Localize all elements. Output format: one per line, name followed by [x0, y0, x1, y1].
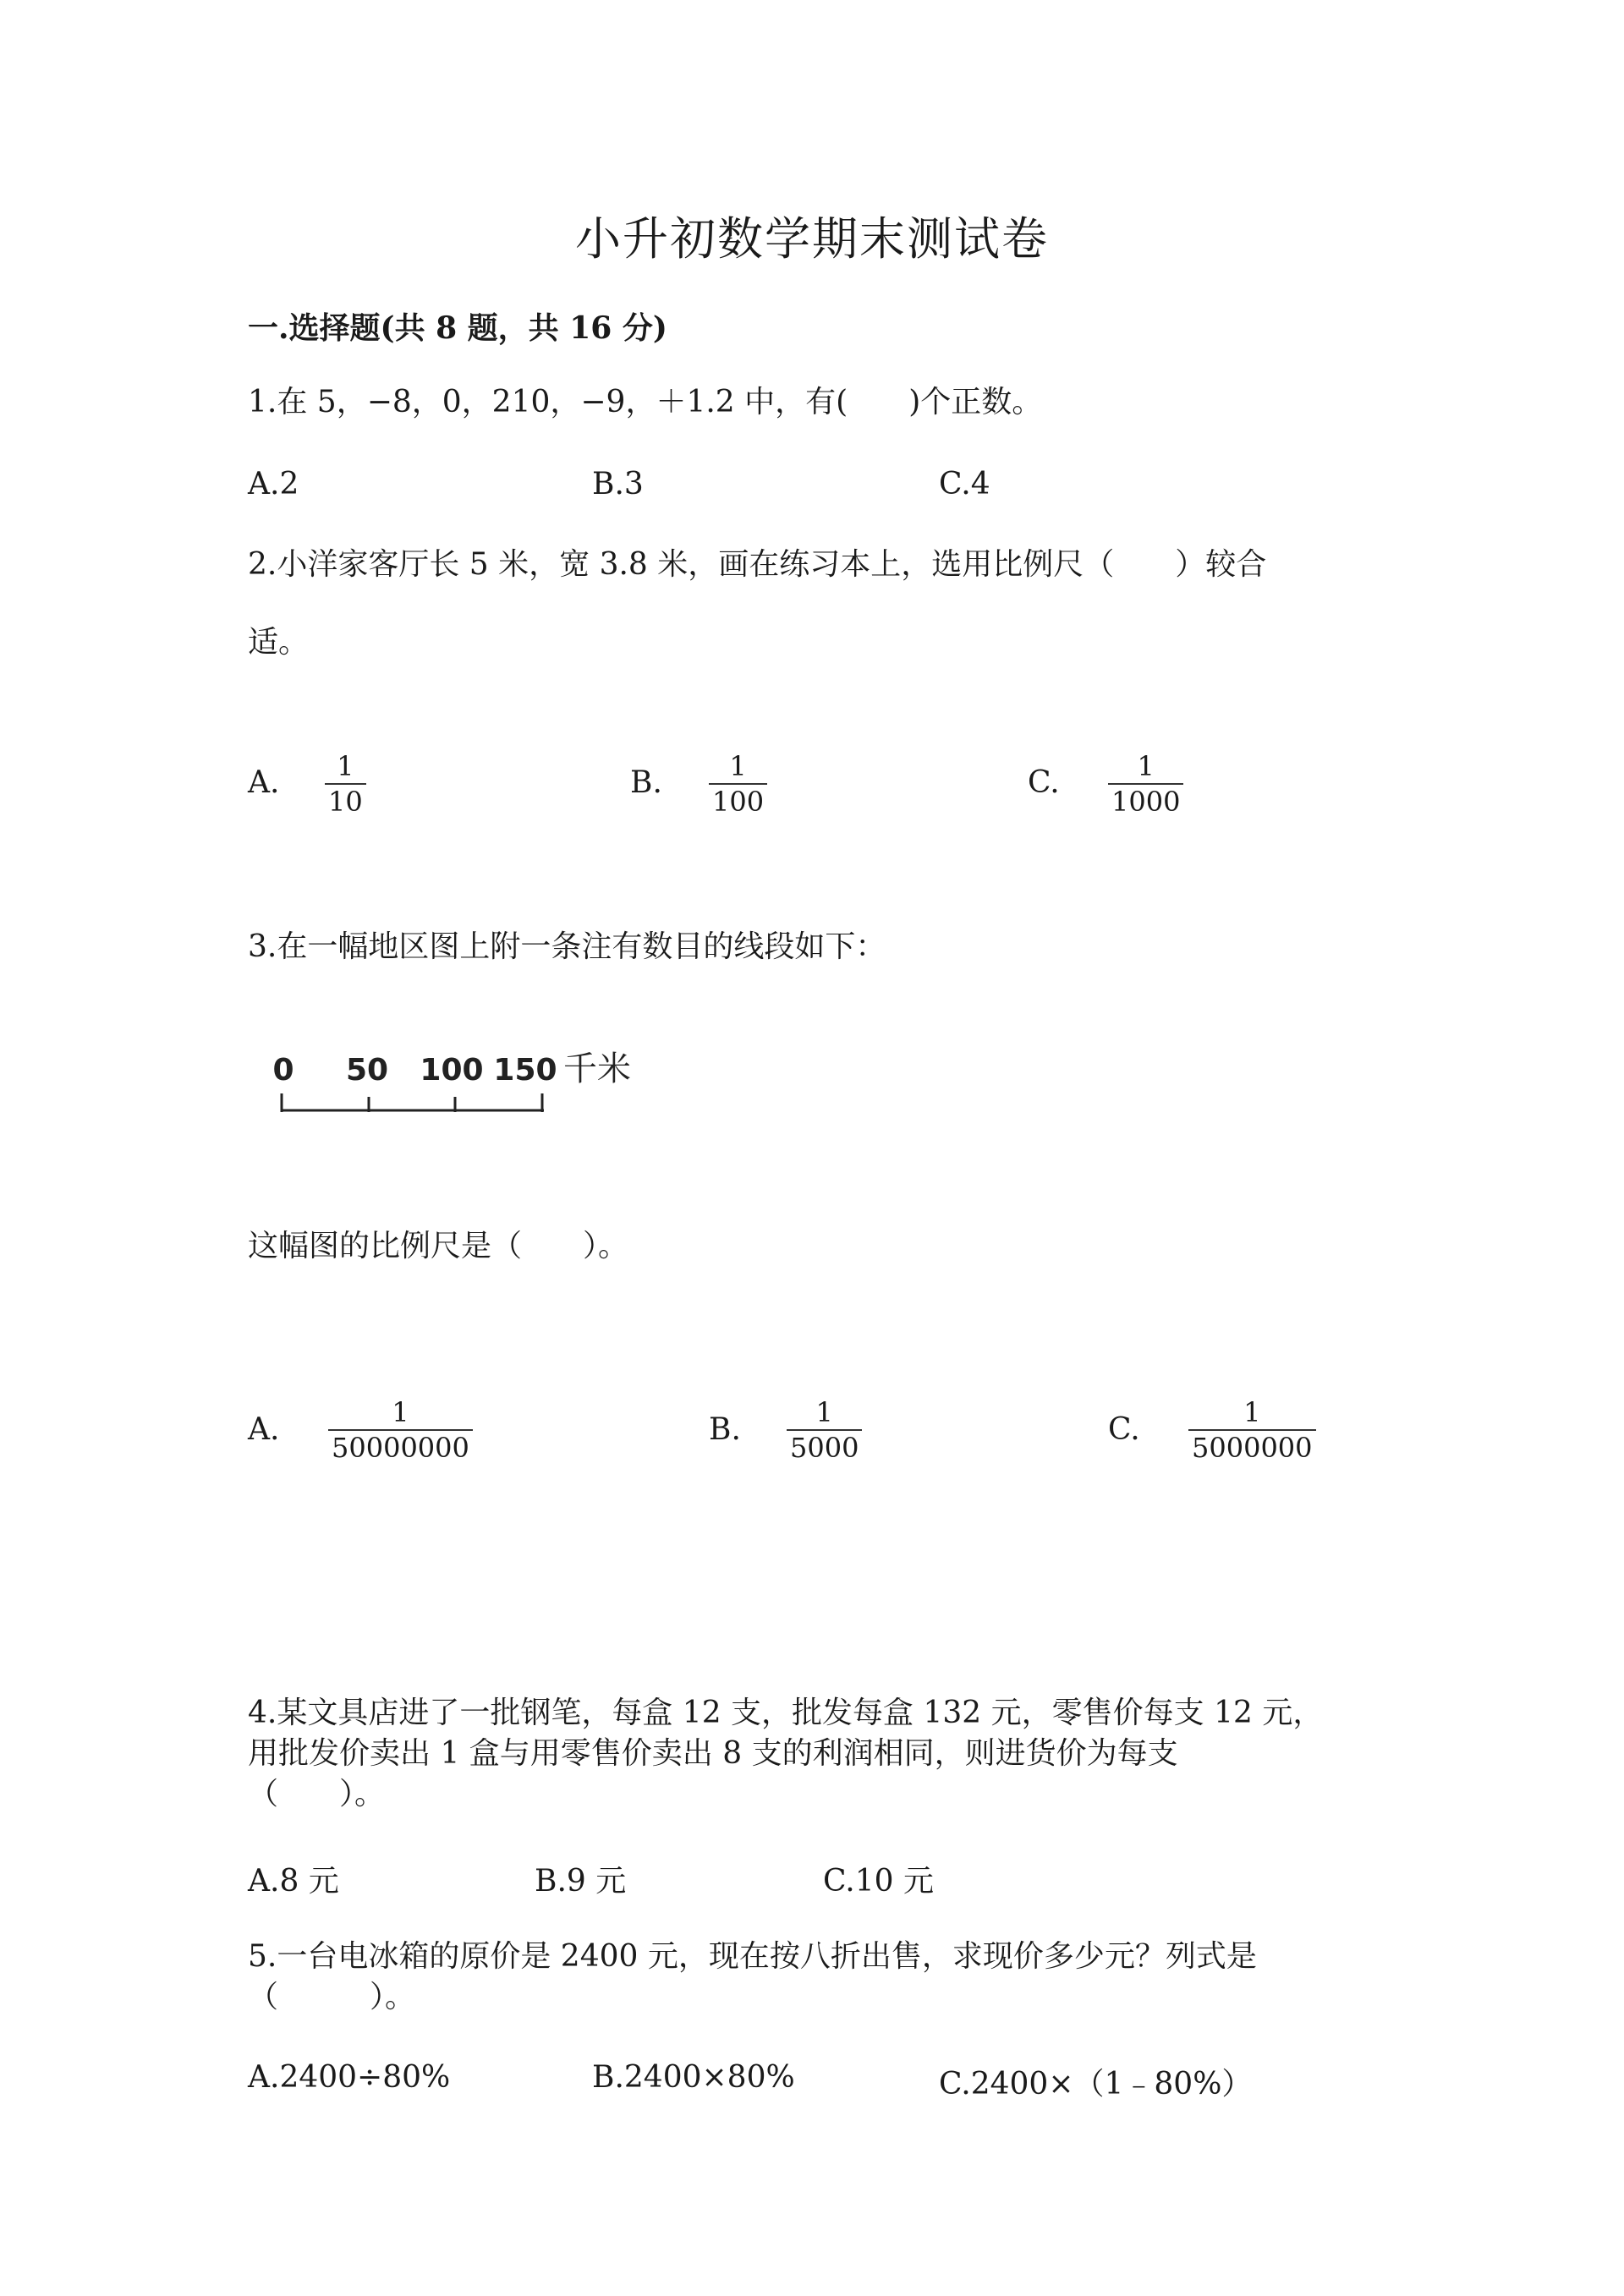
- question-3-option-a-label: A.: [248, 1412, 280, 1447]
- question-3-option-c-label: C.: [1108, 1412, 1140, 1447]
- page-title: 小升初数学期末测试卷: [575, 212, 1049, 266]
- scale-label-150: 150: [493, 1053, 557, 1088]
- question-1-option-b: B.3: [592, 467, 644, 501]
- section-heading: 一.选择题(共 8 题，共 16 分): [248, 310, 667, 346]
- fraction-denominator: 1000: [1108, 783, 1183, 817]
- question-3-text: 3.在一幅地区图上附一条注有数目的线段如下：: [248, 929, 886, 964]
- question-5-option-c: C.2400×（1﹣80%）: [939, 2067, 1253, 2101]
- fraction-numerator: 1: [337, 750, 354, 782]
- fraction-denominator: 5000000: [1188, 1429, 1316, 1463]
- question-2-option-a-label: A.: [248, 765, 280, 800]
- question-3-option-c-fraction: [1188, 1397, 1316, 1463]
- question-1-option-a: A.2: [248, 467, 299, 501]
- question-4-option-b: B.9 元: [535, 1864, 627, 1899]
- question-1-option-c: C.4: [939, 467, 990, 501]
- question-5-text-line-2: （ ）。: [248, 1980, 416, 2014]
- question-1-text: 1.在 5，−8，0，210，−9，＋1.2 中，有( )个正数。: [248, 385, 1043, 419]
- fraction-denominator: 10: [325, 783, 366, 817]
- scale-bar-figure: [269, 1044, 658, 1146]
- question-4-text-line-3: （ ）。: [248, 1777, 386, 1811]
- question-2-text-line-1: 2.小洋家客厅长 5 米，宽 3.8 米，画在练习本上，选用比例尺（ ）较合: [248, 547, 1267, 582]
- question-3-option-b-fraction: [787, 1397, 862, 1463]
- question-4-option-a: A.8 元: [248, 1864, 339, 1899]
- question-3-prompt: 这幅图的比例尺是（ ）。: [248, 1229, 629, 1263]
- fraction-denominator: 50000000: [328, 1429, 473, 1463]
- question-2-option-b-fraction: [709, 751, 767, 817]
- question-4-text-line-1: 4.某文具店进了一批钢笔，每盒 12 支，批发每盒 132 元，零售价每支 12 元，: [248, 1696, 1324, 1730]
- fraction-numerator: 1: [1243, 1396, 1261, 1428]
- question-3-option-b-label: B.: [709, 1412, 741, 1447]
- scale-label-50: 50: [345, 1053, 389, 1088]
- fraction-numerator: 1: [392, 1396, 409, 1428]
- scale-label-100: 100: [420, 1053, 484, 1088]
- question-2-option-c-label: C.: [1028, 765, 1060, 800]
- fraction-denominator: 5000: [787, 1429, 862, 1463]
- question-2-option-a-fraction: [325, 751, 366, 817]
- fraction-denominator: 100: [709, 783, 767, 817]
- scale-unit: 千米: [563, 1049, 631, 1088]
- question-5-option-a: A.2400÷80%: [248, 2060, 451, 2095]
- question-2-text-line-2: 适。: [248, 625, 310, 660]
- question-5-text-line-1: 5.一台电冰箱的原价是 2400 元，现在按八折出售，求现价多少元？列式是: [248, 1939, 1257, 1974]
- scale-label-0: 0: [272, 1053, 294, 1088]
- question-4-text-line-2: 用批发价卖出 1 盒与用零售价卖出 8 支的利润相同，则进货价为每支: [248, 1736, 1178, 1771]
- fraction-numerator: 1: [729, 750, 747, 782]
- question-5-option-b: B.2400×80%: [592, 2060, 795, 2095]
- question-2-option-c-fraction: [1108, 751, 1183, 817]
- fraction-numerator: 1: [1137, 750, 1155, 782]
- fraction-numerator: 1: [815, 1396, 833, 1428]
- question-3-option-a-fraction: [328, 1397, 473, 1463]
- question-2-option-b-label: B.: [630, 765, 662, 800]
- question-4-option-c: C.10 元: [823, 1864, 934, 1899]
